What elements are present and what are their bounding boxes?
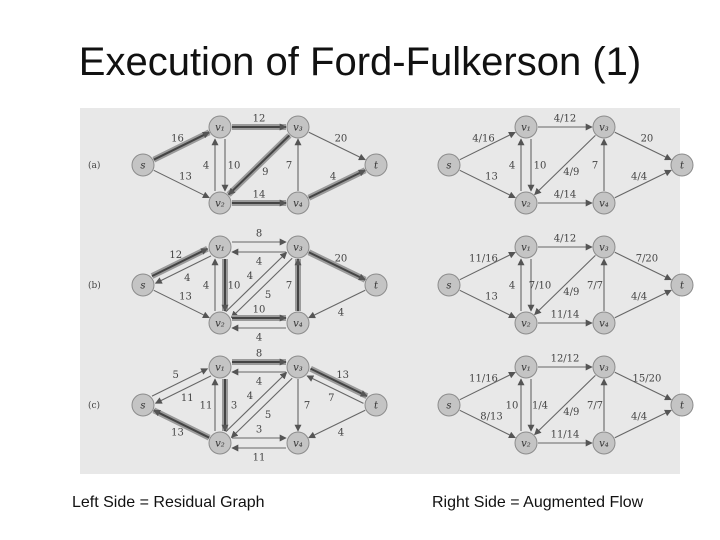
edge-label-t-v4: 4 xyxy=(337,307,345,319)
edge-label-v2-v1: 4 xyxy=(202,280,210,292)
row-label: (c) xyxy=(88,401,101,411)
edge-label-v4-v3: 7 xyxy=(285,160,293,172)
edge-label-v3-t: 13 xyxy=(336,369,350,381)
edge-label-v1-v3: 8 xyxy=(255,228,263,240)
edge-label-v2-v4: 11/14 xyxy=(550,309,580,321)
left-caption: Left Side = Residual Graph xyxy=(72,494,265,511)
edge-label-v3-v2: 5 xyxy=(264,289,272,301)
edge-label-v4-v2: 11 xyxy=(252,452,266,464)
edge-s-v1 xyxy=(152,369,207,396)
edge-label-v2-v1: 4 xyxy=(202,160,210,172)
edge-label-v3-t: 20 xyxy=(334,253,348,265)
node-label-t: t xyxy=(679,280,685,292)
edge-label-v3-t: 15/20 xyxy=(632,373,662,385)
node-label-s: s xyxy=(140,400,146,412)
node-label-v4: v₄ xyxy=(599,318,609,330)
edge-label-v3-v2: 4/9 xyxy=(563,166,580,178)
node-label-t: t xyxy=(373,280,379,292)
edge-label-s-v2: 13 xyxy=(485,171,498,183)
node-label-v2: v₂ xyxy=(521,438,531,450)
edge-label-v2-v3: 4 xyxy=(246,271,254,283)
edge-label-v3-v4: 7 xyxy=(303,400,311,412)
edge-label-s-v1: 16 xyxy=(171,133,184,145)
edge-v4-t xyxy=(309,170,365,197)
edge-label-v1-v2: 10 xyxy=(227,160,241,172)
edge-label-s-v2: 13 xyxy=(485,291,498,303)
flow-network-figure xyxy=(80,108,685,474)
edge-label-v3-t: 7/20 xyxy=(635,253,659,265)
row-label: (b) xyxy=(88,281,101,291)
edge-label-v2-v3: 4 xyxy=(246,391,254,403)
edge-label-v2-v4: 14 xyxy=(252,189,266,201)
node-label-v1: v₁ xyxy=(521,362,531,374)
node-label-s: s xyxy=(446,400,452,412)
edge-label-v1-v2: 10 xyxy=(227,280,241,292)
edge-label-v4-v3: 7 xyxy=(591,160,599,172)
node-label-t: t xyxy=(679,160,685,172)
node-label-v1: v₁ xyxy=(521,122,531,134)
edge-label-v2-s: 13 xyxy=(171,427,184,439)
node-label-v4: v₄ xyxy=(293,438,303,450)
edge-label-s-v1: 4/16 xyxy=(472,133,495,145)
node-label-v1: v₁ xyxy=(215,122,225,134)
edge-label-v4-t: 4 xyxy=(329,171,337,183)
edge-label-v1-v2: 10 xyxy=(533,160,547,172)
edge-label-s-v2: 13 xyxy=(179,291,192,303)
edge-label-t-v3: 7 xyxy=(328,393,335,405)
edge-label-t-v4: 4 xyxy=(337,427,345,439)
node-label-v3: v₃ xyxy=(599,122,609,134)
node-label-t: t xyxy=(373,400,379,412)
edge-label-v1-v3: 8 xyxy=(255,348,263,360)
edge-label-s-v1: 12 xyxy=(169,249,183,261)
edge-label-v3-v1: 4 xyxy=(255,376,263,388)
node-label-t: t xyxy=(373,160,379,172)
edge-label-v2-v4: 11/14 xyxy=(550,429,580,441)
node-label-v3: v₃ xyxy=(293,242,303,254)
edge-label-v2-v1: 10 xyxy=(505,400,519,412)
edge-label-v3-v1: 4 xyxy=(255,256,263,268)
edge-label-v3-t: 20 xyxy=(334,133,348,145)
node-label-v3: v₃ xyxy=(293,362,303,374)
node-label-v1: v₁ xyxy=(215,362,225,374)
edge-label-v4-t: 4/4 xyxy=(631,171,648,183)
edge-label-v1-v2: 3 xyxy=(230,400,238,412)
ford-fulkerson-diagram xyxy=(80,108,685,474)
node-label-s: s xyxy=(140,160,146,172)
node-label-v2: v₂ xyxy=(215,438,225,450)
node-label-v3: v₃ xyxy=(293,122,303,134)
edge-label-v4-v3: 7 xyxy=(285,280,293,292)
node-label-t: t xyxy=(679,400,685,412)
node-label-v4: v₄ xyxy=(599,438,609,450)
node-label-v4: v₄ xyxy=(293,318,303,330)
edge-label-v1-s: 11 xyxy=(180,393,194,405)
edge-label-v1-v3: 4/12 xyxy=(553,113,577,125)
edge-label-s-v2: 8/13 xyxy=(480,411,503,423)
edge-label-v2-v1: 4 xyxy=(508,280,516,292)
edge-label-v2-v1: 11 xyxy=(199,400,213,412)
edge-label-v1-v2: 7/10 xyxy=(528,280,552,292)
edge-label-v2-v4: 10 xyxy=(252,304,266,316)
edge-label-s-v1: 5 xyxy=(172,369,179,381)
edge-label-v3-v2: 4/9 xyxy=(563,406,580,418)
edge-label-v1-v3: 12/12 xyxy=(550,353,580,365)
node-label-v1: v₁ xyxy=(215,242,225,254)
row-label: (a) xyxy=(88,161,101,171)
edge-label-v2-v1: 4 xyxy=(508,160,516,172)
node-label-s: s xyxy=(446,160,452,172)
edge-label-s-v1: 11/16 xyxy=(469,373,498,385)
edge-label-v1-v3: 4/12 xyxy=(553,233,577,245)
edge-label-v2-v4: 3 xyxy=(255,424,263,436)
node-label-v2: v₂ xyxy=(215,198,225,210)
edge-label-v1-v3: 12 xyxy=(252,113,266,125)
edge-label-s-v1: 11/16 xyxy=(469,253,498,265)
right-caption: Right Side = Augmented Flow xyxy=(432,494,644,511)
edge-label-v4-v3: 7/7 xyxy=(586,280,604,292)
edge-label-v3-t: 20 xyxy=(640,133,654,145)
edge-label-v1-v2: 1/4 xyxy=(531,400,549,412)
node-label-v4: v₄ xyxy=(293,198,303,210)
edge-label-v4-t: 4/4 xyxy=(631,411,648,423)
node-label-v3: v₃ xyxy=(599,242,609,254)
node-label-v2: v₂ xyxy=(215,318,225,330)
node-label-s: s xyxy=(140,280,146,292)
slide-title: Execution of Ford-Fulkerson (1) xyxy=(78,40,642,84)
edge-label-v4-v3: 7/7 xyxy=(586,400,604,412)
edge-label-v3-v2: 5 xyxy=(264,409,272,421)
node-label-v2: v₂ xyxy=(521,318,531,330)
edge-label-v2-v4: 4/14 xyxy=(553,189,577,201)
node-label-v3: v₃ xyxy=(599,362,609,374)
edge-label-s-v2: 13 xyxy=(179,171,192,183)
edge-label-v4-v2: 4 xyxy=(255,332,263,344)
edge-label-v4-t: 4/4 xyxy=(631,291,648,303)
node-label-v1: v₁ xyxy=(521,242,531,254)
edge-label-v1-s: 4 xyxy=(184,273,191,285)
node-label-v4: v₄ xyxy=(599,198,609,210)
node-label-v2: v₂ xyxy=(521,198,531,210)
edge-label-v3-v2: 4/9 xyxy=(563,286,580,298)
edge-label-v3-v2: 9 xyxy=(262,166,269,178)
node-label-s: s xyxy=(446,280,452,292)
